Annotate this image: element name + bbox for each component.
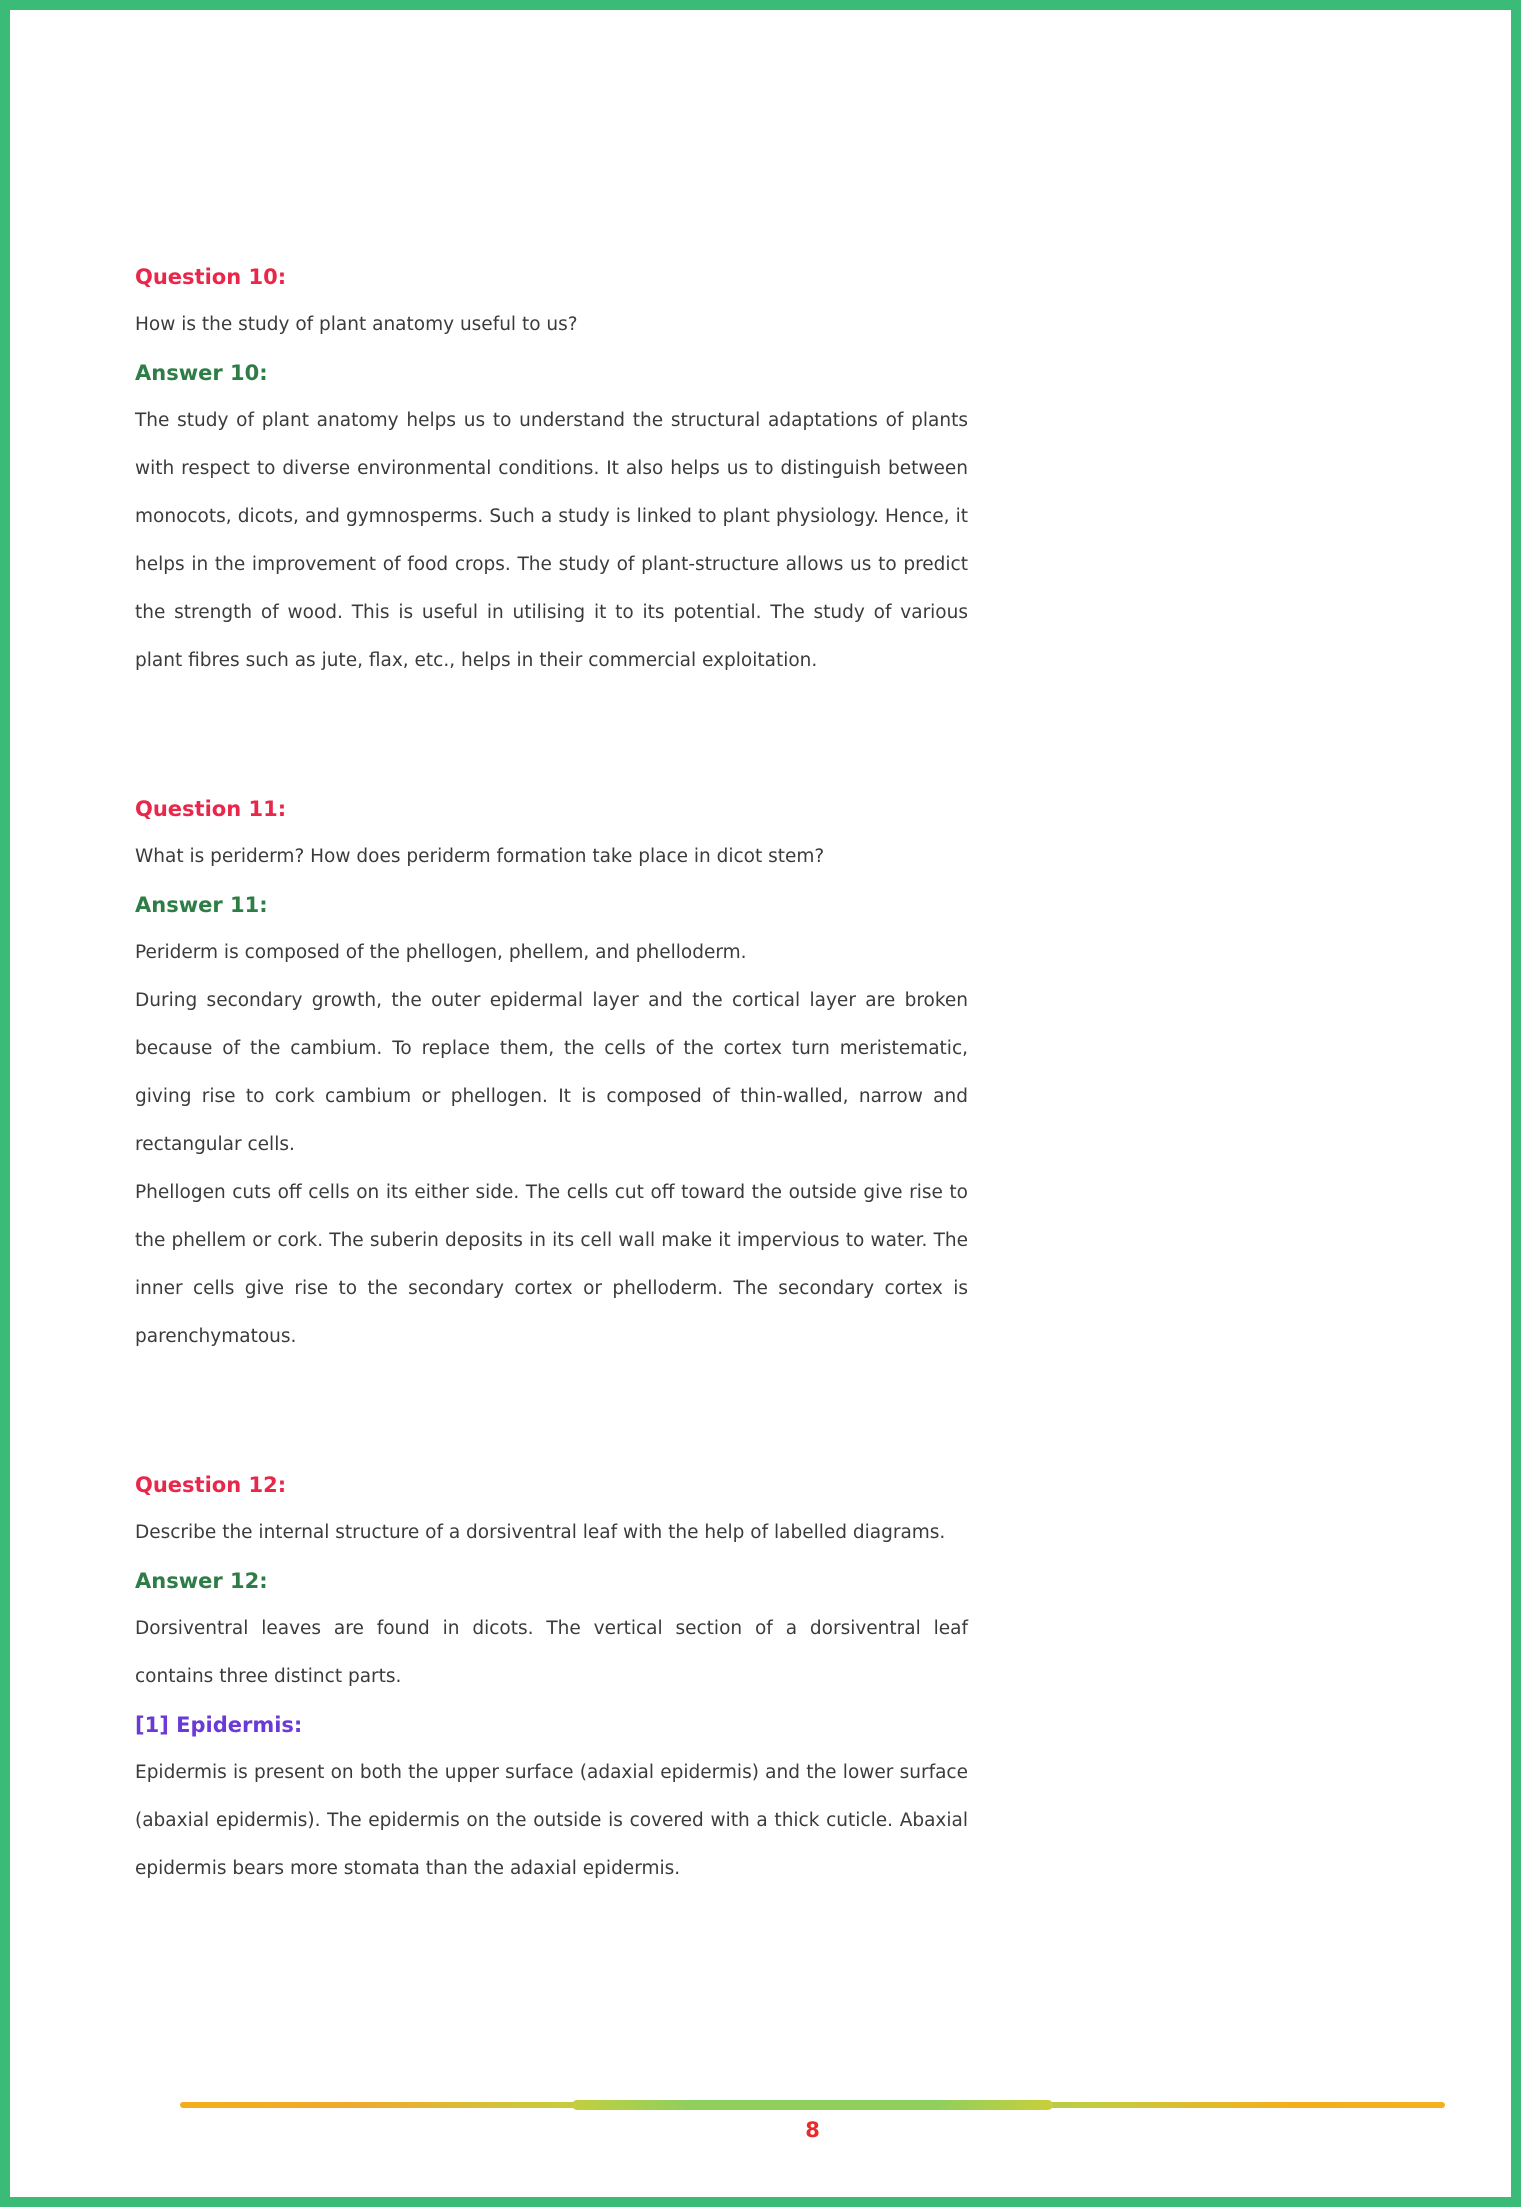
question-11-text: What is periderm? How does periderm formation take place in dicot stem? <box>135 846 825 867</box>
answer-12-paragraph-1: Dorsiventral leaves are found in dicots. The vertical section of a dorsiventral leaf contains three distinct parts. <box>135 1618 968 1687</box>
answer-11-heading: Answer 11: <box>135 893 268 917</box>
qa-section-question-10 <box>135 253 968 685</box>
footer-gradient-divider <box>180 2102 1445 2108</box>
page-number: 8 <box>805 2118 820 2142</box>
question-11-heading: Question 11: <box>135 797 287 821</box>
answer-12-heading: Answer 12: <box>135 1569 268 1593</box>
page-content <box>135 253 968 1893</box>
epidermis-paragraph: Epidermis is present on both the upper surface (adaxial epidermis) and the lower surface (abaxial epidermis). The epidermis on the outside is covered with a thick cuticle. Abaxial epidermis bears more stomata than the adaxial epidermis. <box>135 1762 968 1879</box>
qa-section-question-11 <box>135 785 968 1361</box>
footer-gradient-bulge <box>572 2100 1053 2110</box>
question-10-text: How is the study of plant anatomy useful to us? <box>135 314 578 335</box>
question-12-heading: Question 12: <box>135 1473 287 1497</box>
question-12-text: Describe the internal structure of a dorsiventral leaf with the help of labelled diagrams. <box>135 1522 946 1543</box>
question-10-heading: Question 10: <box>135 265 287 289</box>
answer-10-heading: Answer 10: <box>135 361 268 385</box>
answer-11-paragraph-1: Periderm is composed of the phellogen, phellem, and phelloderm. <box>135 942 747 963</box>
qa-section-question-12 <box>135 1461 968 1893</box>
answer-11-paragraph-3: Phellogen cuts off cells on its either side. The cells cut off toward the outside give rise to the phellem or cork. The suberin deposits in its cell wall make it impervious to water. The inner cells give rise to the secondary cortex or phelloderm. The secondary cortex is parenchymatous. <box>135 1182 968 1347</box>
answer-11-paragraph-2: During secondary growth, the outer epidermal layer and the cortical layer are broken because of the cambium. To replace them, the cells of the cortex turn meristematic, giving rise to cork cambium or phellogen. It is composed of thin-walled, narrow and rectangular cells. <box>135 990 968 1155</box>
answer-10-paragraph: The study of plant anatomy helps us to understand the structural adaptations of plants with respect to diverse environmental conditions. It also helps us to distinguish between monocots, dicots, and gymnosperms. Such a study is linked to plant physiology. Hence, it helps in the improvement of food crops. The study of plant-structure allows us to predict the strength of wood. This is useful in utilising it to its potential. The study of various plant fibres such as jute, flax, etc., helps in their commercial exploitation. <box>135 410 968 671</box>
epidermis-subheading: [1] Epidermis: <box>135 1713 303 1737</box>
